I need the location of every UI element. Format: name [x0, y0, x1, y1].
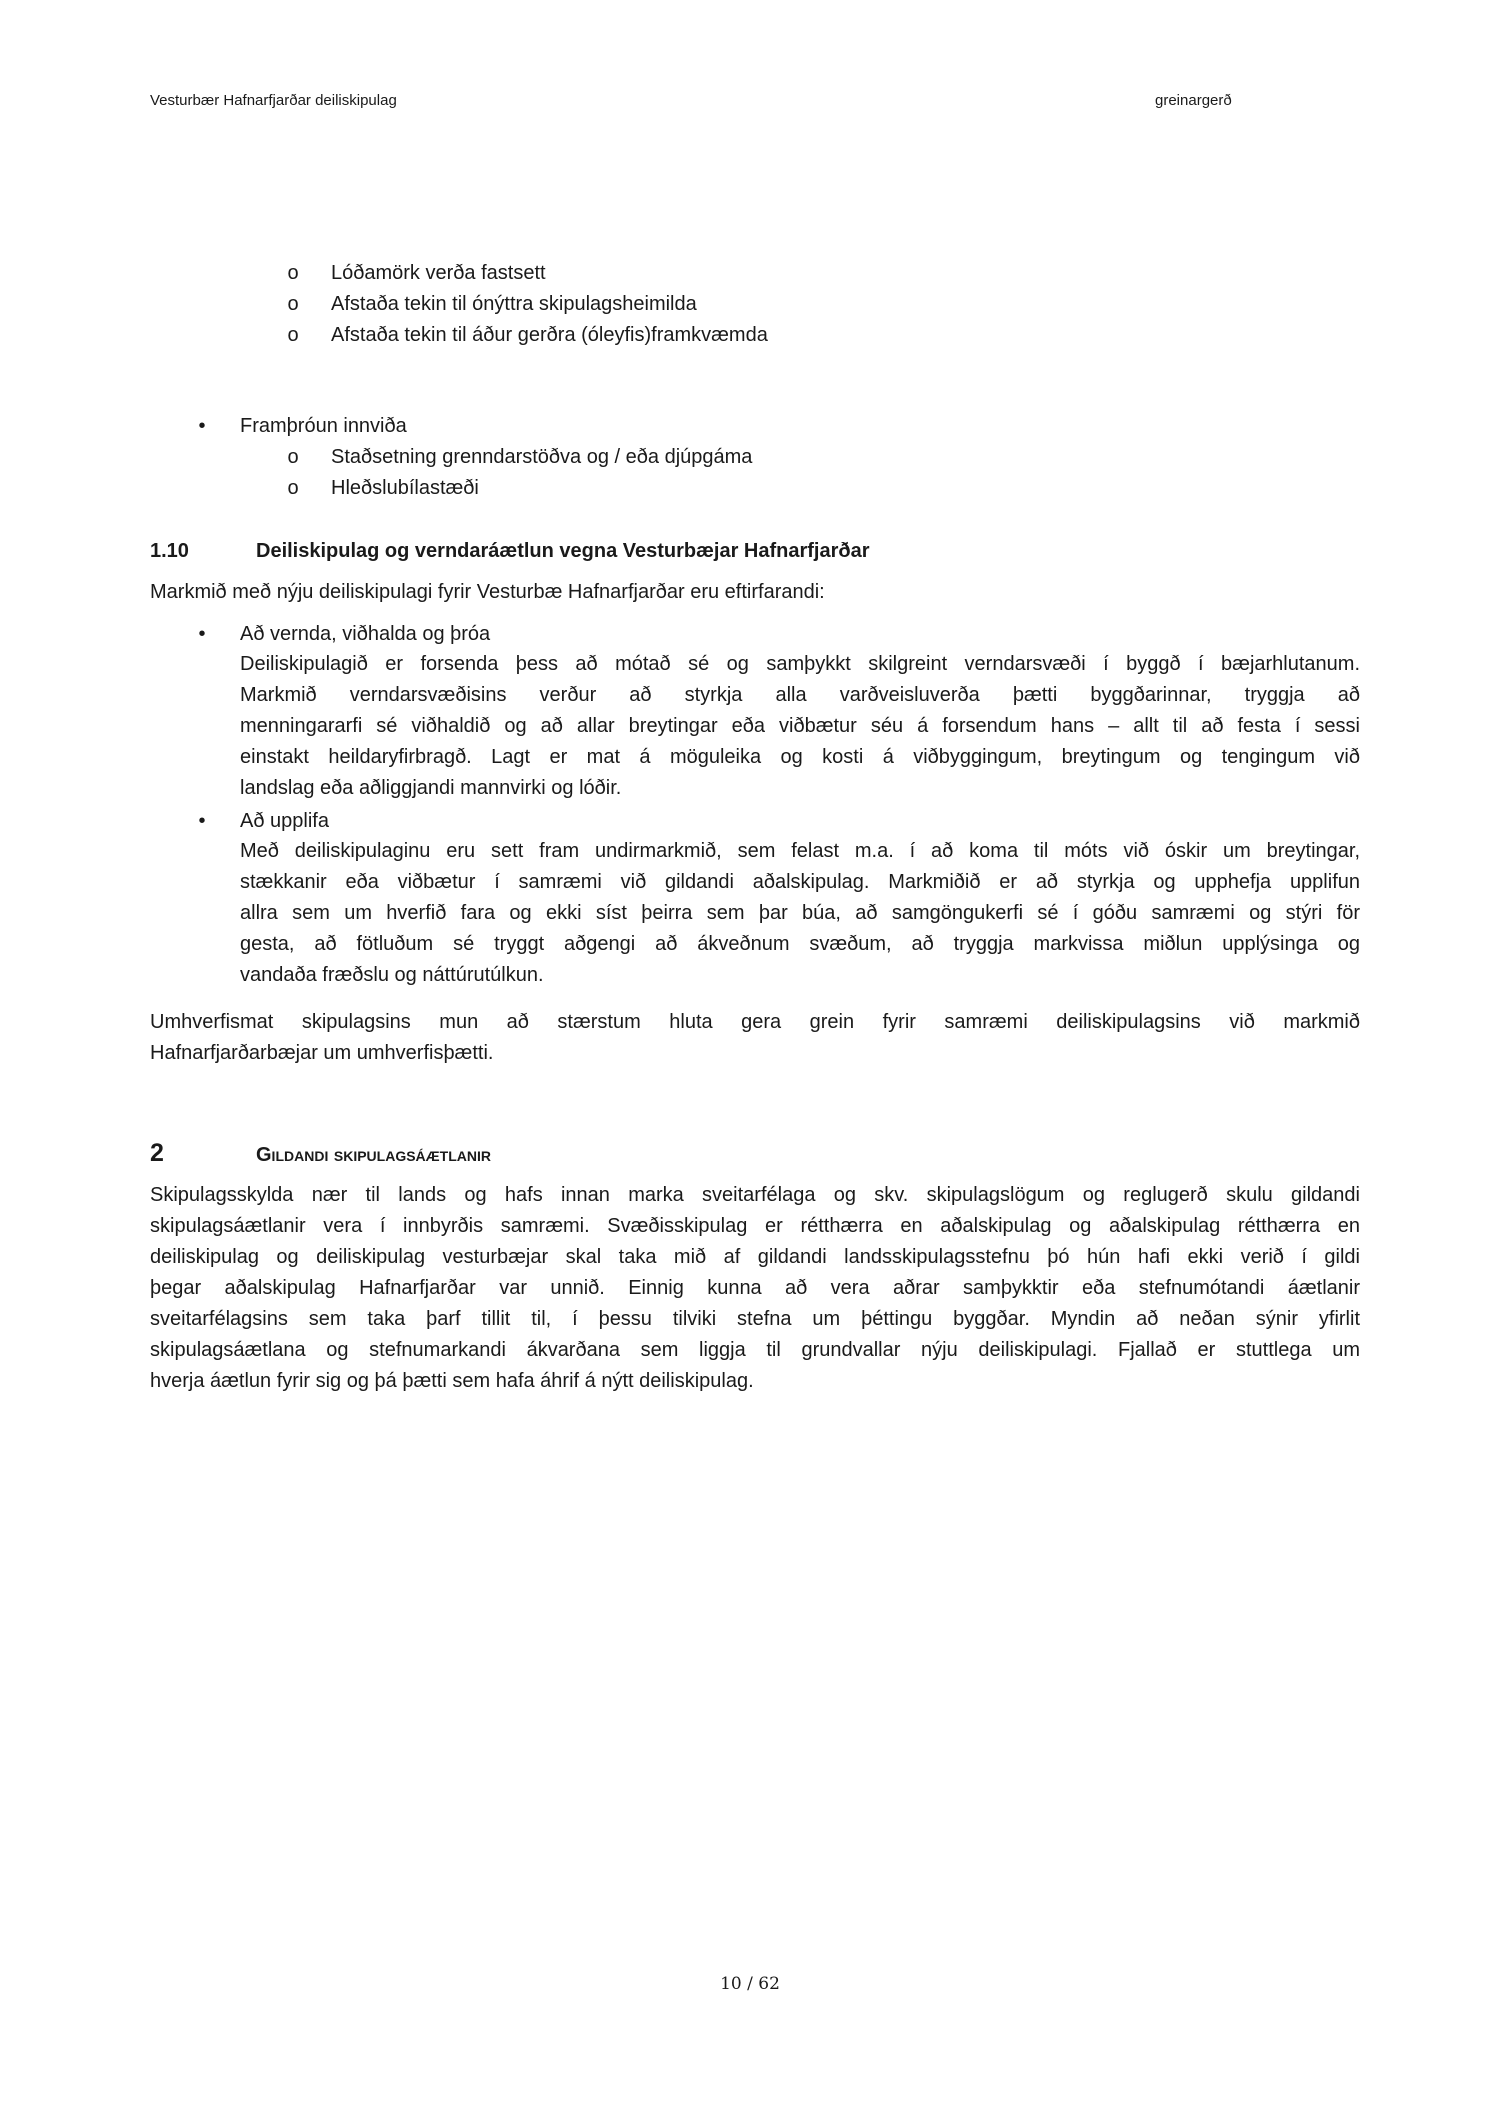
circle-bullet-icon: o — [287, 446, 299, 468]
list-item: o Hleðslubílastæði — [0, 473, 1500, 504]
list-item: o Lóðamörk verða fastsett — [0, 258, 1500, 289]
body-paragraph — [150, 1180, 1360, 1397]
closing-paragraph — [150, 1007, 1360, 1069]
bullet-icon: • — [198, 415, 206, 437]
text-line: hverja áætlun fyrir sig og þá þætti sem hafa áhrif á nýtt deiliskipulag. — [150, 1370, 754, 1392]
text-line: Umhverfismat skipulagsins mun að stærstum hluta gera grein fyrir samræmi deiliskipulagsins við markmið — [150, 1011, 1360, 1033]
bullet-icon: • — [198, 810, 206, 832]
circle-bullet-icon: o — [287, 324, 299, 346]
text-line: stækkanir eða viðbætur í samræmi við gildandi aðalskipulag. Markmiðið er að styrkja og upphefja upplifun — [240, 871, 1360, 893]
text-line: sveitarfélagsins sem taka þarf tillit til, í þessu tilviki stefna um þéttingu byggðar. Myndin að neðan sýnir yfirlit — [150, 1308, 1360, 1330]
text-line: landslag eða aðliggjandi mannvirki og lóðir. — [240, 777, 622, 799]
text-line: skipulagsáætlana og stefnumarkandi ákvarðana sem liggja til grundvallar nýju deiliskipulagi. Fjallað er stuttlega um — [150, 1339, 1360, 1361]
list-item: o Staðsetning grenndarstöðva og / eða djúpgáma — [0, 442, 1500, 473]
running-header-title: Vesturbær Hafnarfjarðar deiliskipulag — [150, 92, 397, 109]
list-item: o Afstaða tekin til áður gerðra (óleyfis)framkvæmda — [0, 320, 1500, 351]
text-line: Deiliskipulagið er forsenda þess að mótað sé og samþykkt skilgreint verndarsvæði í byggð í bæjarhlutanum. — [240, 653, 1360, 675]
text-line: vandaða fræðslu og náttúrutúlkun. — [240, 964, 544, 986]
circle-bullet-icon: o — [287, 293, 299, 315]
section-heading: Deiliskipulag og verndaráætlun vegna Vesturbæjar Hafnarfjarðar — [256, 540, 870, 562]
bullet-infrastructure — [0, 411, 1500, 504]
page-number: 10 / 62 — [720, 1974, 780, 1994]
text-line: menningararfi sé viðhaldið og að allar breytingar eða viðbætur séu á forsendum hans – allt til að festa í sessi — [240, 715, 1360, 737]
text-line: allra sem um hverfið fara og ekki síst þeirra sem þar búa, að samgöngukerfi sé í góðu samræmi og stýri för — [240, 902, 1360, 924]
intro-paragraph: Markmið með nýju deiliskipulagi fyrir Vesturbæ Hafnarfjarðar eru eftirfarandi: — [150, 581, 825, 603]
section-heading: Gildandi skipulagsáætlanir — [256, 1144, 491, 1166]
text-line: deiliskipulag og deiliskipulag vesturbæjar skal taka mið af gildandi landsskipulagsstefnu þó hún hafi ekki verið í gildi — [150, 1246, 1360, 1268]
list-item: o Afstaða tekin til ónýttra skipulagsheimilda — [0, 289, 1500, 320]
text-line: Skipulagsskylda nær til lands og hafs innan marka sveitarfélaga og skv. skipulagslögum og reglugerð skulu gildandi — [150, 1184, 1360, 1206]
text-line: skipulagsáætlanir vera í innbyrðis samræmi. Svæðisskipulag er rétthærra en aðalskipulag og aðalskipulag rétthærra en — [150, 1215, 1360, 1237]
goal-paragraph — [240, 649, 1360, 804]
circle-bullet-icon: o — [287, 262, 299, 284]
text-line: Markmið verndarsvæðisins verður að styrkja alla varðveisluverða þætti byggðarinnar, tryggja að — [240, 684, 1360, 706]
text-line: gesta, að fötluðum sé tryggt aðgengi að ákveðnum svæðum, að tryggja markvissa miðlun upplýsinga og — [240, 933, 1360, 955]
text-line: þegar aðalskipulag Hafnarfjarðar var unnið. Einnig kunna að vera aðrar samþykktir eða stefnumótandi áætlanir — [150, 1277, 1360, 1299]
bullet-icon: • — [198, 623, 206, 645]
heading-number: 2 — [150, 1139, 164, 1167]
list-item: • Framþróun innviða — [0, 411, 1500, 442]
goal-title: Að vernda, viðhalda og þróa — [240, 623, 491, 645]
sub-list-plot — [0, 258, 1500, 351]
goal-paragraph — [240, 836, 1360, 991]
circle-bullet-icon: o — [287, 477, 299, 499]
text-line: Hafnarfjarðarbæjar um umhverfisþætti. — [150, 1042, 494, 1064]
text-line: einstakt heildaryfirbragð. Lagt er mat á möguleika og kosti á viðbyggingum, breytingum og tengingum við — [240, 746, 1360, 768]
goal-title: Að upplifa — [240, 810, 329, 832]
text-line: Með deiliskipulaginu eru sett fram undirmarkmið, sem felast m.a. í að koma til móts við óskir um breytingar, — [240, 840, 1360, 862]
heading-number: 1.10 — [150, 540, 189, 562]
running-header-section: greinargerð — [1155, 92, 1232, 109]
